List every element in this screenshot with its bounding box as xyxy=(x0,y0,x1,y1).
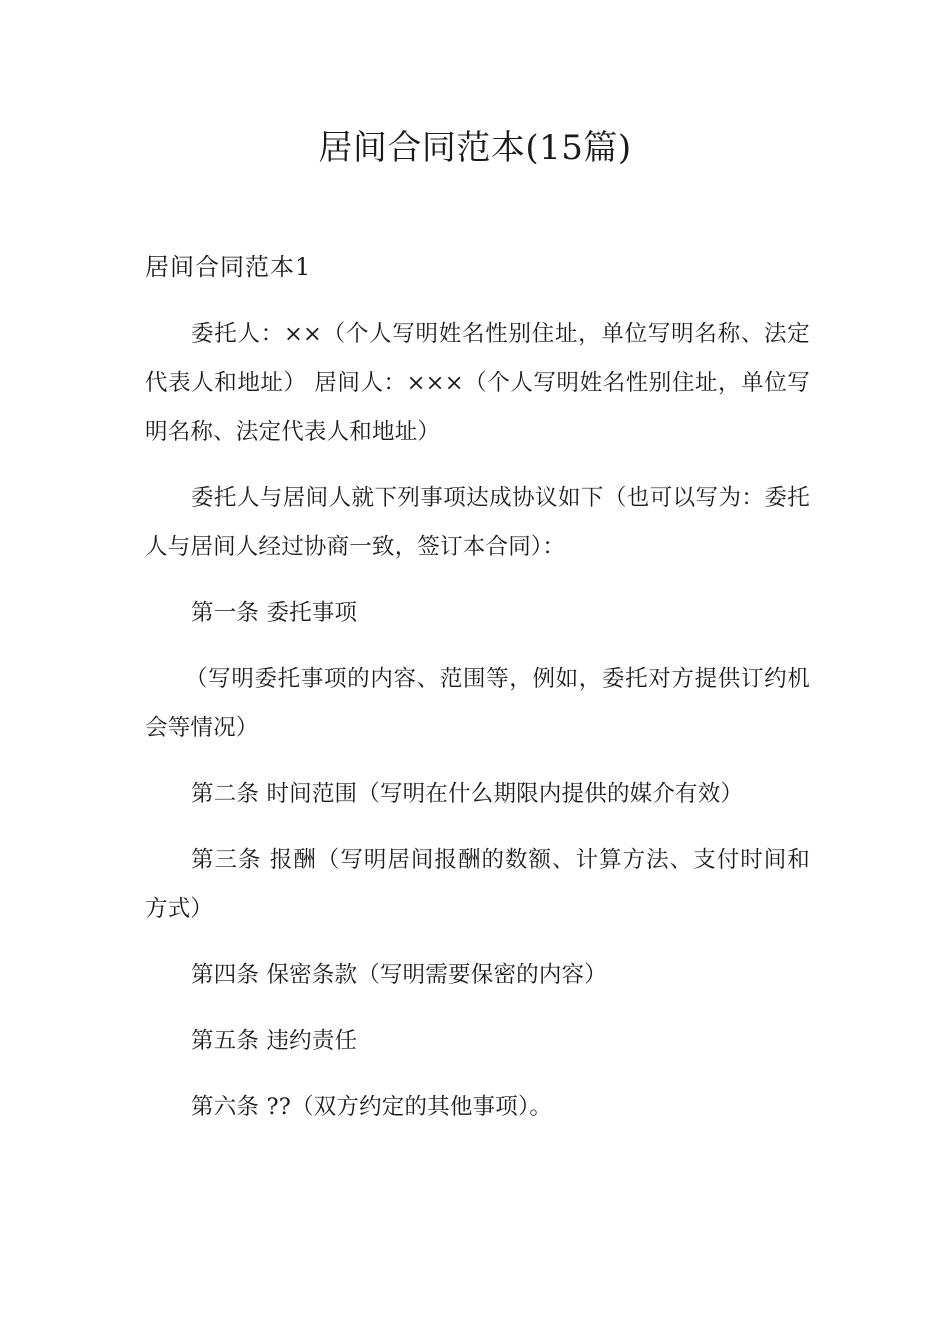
paragraph-article-2: 第二条 时间范围（写明在什么期限内提供的媒介有效） xyxy=(191,781,744,807)
paragraph-agreement: 委托人与居间人就下列事项达成协议如下（也可以写为：委托人与居间人经过协商一致，签订本合同）： xyxy=(145,485,810,560)
paragraph-article-4: 第四条 保密条款（写明需要保密的内容） xyxy=(191,962,607,988)
document-title: 居间合同范本(15篇) xyxy=(318,128,632,168)
paragraph-article-1: 第一条 委托事项 xyxy=(191,600,358,626)
paragraph-parties: 委托人：××（个人写明姓名性别住址，单位写明名称、法定代表人和地址） 居间人：×××（个人写明姓名性别住址，单位写明名称、法定代表人和地址） xyxy=(145,321,810,445)
paragraph-article-6: 第六条 ??（双方约定的其他事项）。 xyxy=(191,1094,553,1120)
section-heading: 居间合同范本1 xyxy=(145,253,312,281)
document-body xyxy=(145,310,810,1149)
paragraph-article-3: 第三条 报酬（写明居间报酬的数额、计算方法、支付时间和方式） xyxy=(145,847,810,922)
paragraph-article-5: 第五条 违约责任 xyxy=(191,1028,358,1054)
paragraph-article-1-detail: （写明委托事项的内容、范围等，例如，委托对方提供订约机会等情况） xyxy=(145,666,810,741)
